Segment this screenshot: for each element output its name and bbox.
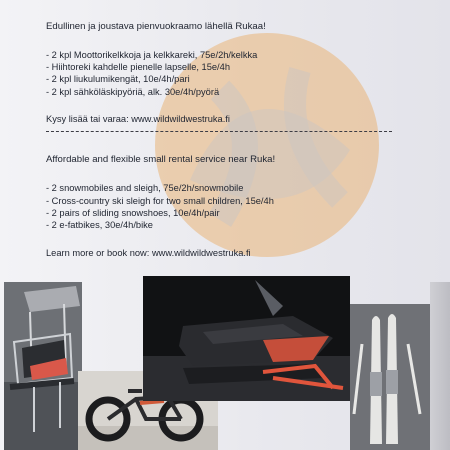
- english-heading: Affordable and flexible small rental service near Ruka!: [46, 154, 276, 165]
- english-contact: Learn more or book now: www.wildwildwestruka.fi: [46, 248, 251, 258]
- english-item: - Cross-country ski sleigh for two small children, 15e/4h: [46, 196, 274, 206]
- english-item: - 2 e-fatbikes, 30e/4h/bike: [46, 220, 153, 230]
- finnish-item: - 2 kpl sähköläskipyöriä, alk. 30e/4h/pyörä: [46, 87, 220, 97]
- finnish-item: - 2 kpl Moottorikelkkoja ja kelkkareki, 75e/2h/kelkka: [46, 50, 258, 60]
- finnish-item: - Hiihtoreki kahdelle pienelle lapselle, 15e/4h: [46, 62, 230, 72]
- sled-with-child-seat-photo: [4, 282, 82, 450]
- snowmobile-photo: [143, 276, 350, 401]
- snowmobile-icon: [143, 276, 350, 401]
- snowshoes-icon: [350, 304, 430, 450]
- sliding-snowshoes-photo: [350, 304, 430, 450]
- dashed-divider: [46, 131, 392, 132]
- background-surface: [430, 282, 450, 450]
- english-item: - 2 pairs of sliding snowshoes, 10e/4h/pair: [46, 208, 220, 218]
- finnish-item: - 2 kpl liukulumikengät, 10e/4h/pari: [46, 74, 190, 84]
- sled-icon: [4, 282, 82, 450]
- finnish-heading: Edullinen ja joustava pienvuokraamo lähellä Rukaa!: [46, 21, 266, 32]
- finnish-contact: Kysy lisää tai varaa: www.wildwildwestruka.fi: [46, 114, 230, 124]
- english-item: - 2 snowmobiles and sleigh, 75e/2h/snowmobile: [46, 183, 244, 193]
